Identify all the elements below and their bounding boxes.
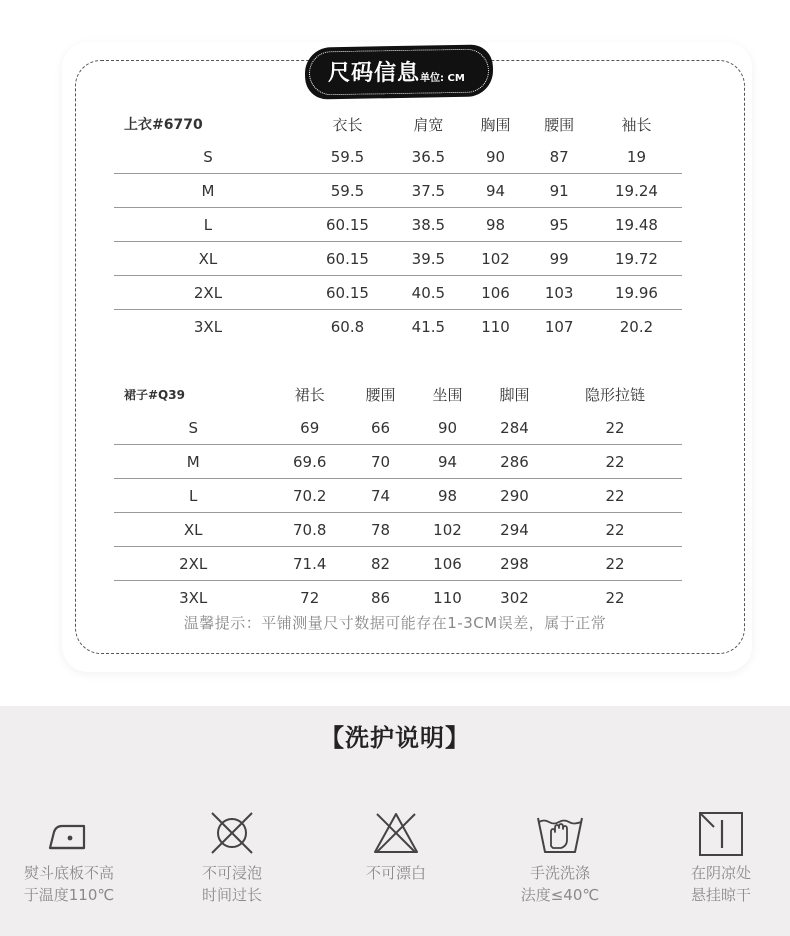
table-cell: 103 [527, 276, 591, 310]
table-cell: 72 [300, 588, 320, 607]
table-header-cell: 坐围 [432, 386, 463, 404]
size-label-cell: S [114, 411, 272, 445]
size-label-cell: 2XL [114, 276, 302, 310]
table-cell: 39.5 [393, 242, 464, 276]
table-cell: 290 [481, 479, 548, 513]
table-row [114, 310, 682, 344]
measurement-note: 温馨提示：平铺测量尺寸数据可能存在1-3CM误差，属于正常 [183, 614, 607, 632]
size-label-cell: 3XL [193, 317, 223, 336]
table-cell: 69 [272, 411, 347, 445]
table-cell: 41.5 [411, 317, 446, 336]
size-label-cell: M [114, 174, 302, 208]
table-row [114, 547, 682, 581]
table-cell: 60.15 [302, 276, 393, 310]
table-cell: 71.4 [272, 547, 347, 581]
hand-wash-icon [535, 808, 585, 858]
iron-icon [44, 808, 94, 858]
size-label-cell: 3XL [179, 588, 208, 607]
table-cell: 98 [414, 479, 481, 513]
table-cell: 70.2 [272, 479, 347, 513]
size-label-cell: 2XL [114, 547, 272, 581]
table-row [114, 140, 682, 174]
table-cell: 22 [548, 445, 682, 479]
table-cell: 19.96 [591, 276, 682, 310]
care-label: 不可浸泡 时间过长 [201, 864, 262, 904]
care-item-hand-wash [495, 808, 625, 906]
table-cell: 91 [527, 174, 591, 208]
table-cell: 22 [548, 547, 682, 581]
size-label-cell: L [114, 208, 302, 242]
table-cell: 60.8 [330, 317, 365, 336]
table-cell: 90 [414, 411, 481, 445]
care-title: 【洗护说明】 [320, 724, 470, 752]
table-cell: 87 [527, 140, 591, 174]
table-cell: 22 [548, 411, 682, 445]
size-label-cell: XL [114, 242, 302, 276]
table-cell: 284 [481, 411, 548, 445]
size-label-cell: M [114, 445, 272, 479]
size-label-cell: L [114, 479, 272, 513]
table-cell: 74 [347, 479, 414, 513]
table-cell: 82 [347, 547, 414, 581]
table-cell: 94 [464, 174, 528, 208]
table-cell: 69.6 [272, 445, 347, 479]
table-cell: 22 [548, 513, 682, 547]
table-cell: 99 [527, 242, 591, 276]
table-cell: 294 [481, 513, 548, 547]
care-item-shade-dry [656, 808, 786, 906]
table-cell: 60.15 [302, 208, 393, 242]
table-cell: 298 [481, 547, 548, 581]
no-bleach-icon [371, 808, 421, 858]
table-cell: 20.2 [619, 317, 654, 336]
table-cell: 70.8 [272, 513, 347, 547]
table-cell: 78 [347, 513, 414, 547]
size-label-cell: XL [114, 513, 272, 547]
table-header-cell: 裙子#Q39 [124, 388, 185, 402]
table-header-cell: 上衣#6770 [124, 117, 203, 133]
table-row [114, 276, 682, 310]
table-cell: 60.15 [302, 242, 393, 276]
care-item-no-soak [167, 808, 297, 906]
table-row [114, 411, 682, 445]
table-cell: 98 [464, 208, 528, 242]
table-cell: 37.5 [393, 174, 464, 208]
table-header-cell: 腰围 [365, 386, 396, 404]
shade-dry-icon [696, 808, 746, 858]
table-cell: 70 [347, 445, 414, 479]
table-header-cell: 袖长 [621, 115, 652, 134]
table-cell: 38.5 [393, 208, 464, 242]
care-item-no-bleach [331, 808, 461, 884]
table-row [114, 208, 682, 242]
top-size-table [114, 108, 682, 343]
table-cell: 36.5 [393, 140, 464, 174]
table-cell: 59.5 [302, 174, 393, 208]
table-cell: 40.5 [393, 276, 464, 310]
table-cell: 110 [433, 588, 462, 607]
table-cell: 22 [605, 588, 625, 607]
table-cell: 19.48 [591, 208, 682, 242]
table-cell: 95 [527, 208, 591, 242]
table-row [114, 581, 682, 615]
table-cell: 102 [464, 242, 528, 276]
table-row [114, 242, 682, 276]
table-cell: 59.5 [302, 140, 393, 174]
care-item-iron [4, 808, 134, 906]
table-row [114, 445, 682, 479]
size-unit: 单位: CM [420, 73, 465, 84]
table-header-cell: 肩宽 [413, 115, 444, 134]
table-cell: 106 [414, 547, 481, 581]
table-header-cell: 裙长 [294, 386, 325, 404]
table-cell: 22 [548, 479, 682, 513]
no-soak-icon [207, 808, 257, 858]
table-row [114, 174, 682, 208]
table-header-row [114, 108, 682, 140]
table-cell: 19.24 [591, 174, 682, 208]
table-row [114, 479, 682, 513]
table-cell: 94 [414, 445, 481, 479]
care-label: 不可漂白 [365, 864, 426, 882]
care-label: 手洗洗涤 法度≤40℃ [520, 864, 600, 904]
table-cell: 110 [481, 317, 510, 336]
table-cell: 286 [481, 445, 548, 479]
table-cell: 66 [347, 411, 414, 445]
care-label: 在阴凉处 悬挂晾干 [690, 864, 751, 904]
size-title: 尺码信息 [328, 61, 421, 86]
table-header-cell: 脚围 [499, 386, 530, 404]
table-header-cell: 胸围 [480, 115, 511, 134]
table-header-cell: 衣长 [332, 115, 363, 134]
table-cell: 19 [591, 140, 682, 174]
table-cell: 86 [370, 588, 391, 607]
table-cell: 302 [500, 588, 529, 607]
size-label-cell: S [114, 140, 302, 174]
table-header-cell: 隐形拉链 [584, 386, 645, 404]
table-header-row [114, 378, 682, 411]
table-cell: 107 [544, 317, 574, 336]
skirt-size-table [114, 378, 682, 614]
table-cell: 102 [414, 513, 481, 547]
table-cell: 19.72 [591, 242, 682, 276]
table-header-cell: 腰围 [544, 115, 575, 134]
table-row [114, 513, 682, 547]
table-cell: 106 [464, 276, 528, 310]
table-cell: 90 [464, 140, 528, 174]
care-label: 熨斗底板不高 于温度110℃ [23, 864, 115, 904]
